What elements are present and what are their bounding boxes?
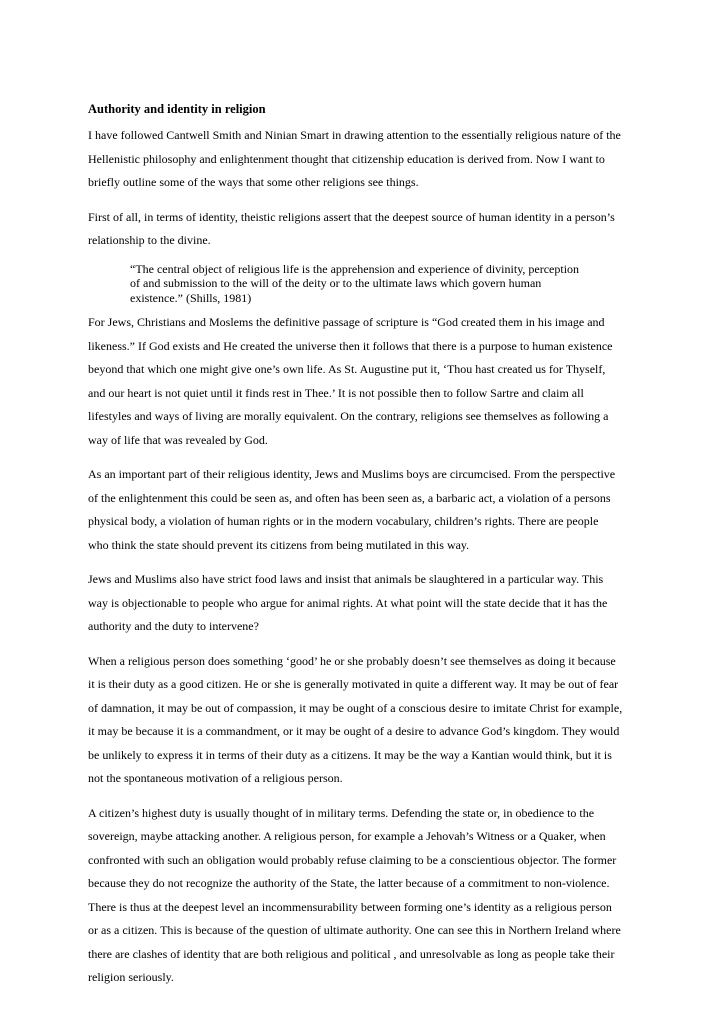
text-line: it is their duty as a good citizen. He or she is generally motivated in quite a different way. It may be out of fear xyxy=(88,677,619,692)
text-line: relationship to the divine. xyxy=(88,233,211,247)
text-line: There is thus at the deepest level an incommensurability between forming one’s identity as a religious person xyxy=(88,899,612,914)
text-line: because they do not recognize the authority of the State, the latter because of a commitment to non-violence. xyxy=(88,876,610,891)
text-line: confronted with such an obligation would probably refuse claiming to be a conscientious objector. The former xyxy=(88,852,617,867)
text-line: authority and the duty to intervene? xyxy=(88,619,259,634)
block-quote xyxy=(130,262,658,306)
quote-line: of and submission to the will of the deity or to the ultimate laws which govern human xyxy=(130,276,542,291)
text-line: sovereign, maybe attacking another. A religious person, for example a Jehovah’s Witness or a Quaker, when xyxy=(88,829,606,844)
paragraph-1 xyxy=(88,124,658,195)
text-line: and our heart is not quiet until it finds rest in Thee.’ It is not possible then to follow Sartre and claim all xyxy=(88,385,584,400)
text-line: religion seriously. xyxy=(88,970,174,985)
text-line: As an important part of their religious identity, Jews and Muslims boys are circumcised. From the perspective xyxy=(88,467,616,482)
text-line: way is objectionable to people who argue for animal rights. At what point will the state decide that it has the xyxy=(88,595,608,610)
text-line: physical body, a violation of human rights or in the modern vocabulary, children’s rights. There are people xyxy=(88,514,599,529)
text-line: of the enlightenment this could be seen as, and often has been seen as, a barbaric act, a violation of a persons xyxy=(88,490,611,505)
paragraph-7 xyxy=(88,802,658,990)
paragraph-6 xyxy=(88,650,658,791)
text-line: it may be because it is a commandment, or it may be ought of a desire to advance God’s kingdom. They would xyxy=(88,724,620,739)
text-line: briefly outline some of the ways that some other religions see things. xyxy=(88,175,419,189)
text-line: beyond that which one might give one’s own life. As St. Augustine put it, ‘Thou hast created us for Thyself, xyxy=(88,362,606,377)
paragraph-3 xyxy=(88,311,658,452)
text-line: When a religious person does something ‘good’ he or she probably doesn’t see themselves as doing it because xyxy=(88,653,616,668)
text-line: of damnation, it may be out of compassion, it may be ought of a conscious desire to imitate Christ for example, xyxy=(88,700,623,715)
quote-line: “The central object of religious life is the apprehension and experience of divinity, perception xyxy=(130,261,580,276)
text-line: who think the state should prevent its citizens from being mutilated in this way. xyxy=(88,537,470,552)
text-line: A citizen’s highest duty is usually thought of in military terms. Defending the state or, in obedience to the xyxy=(88,805,595,820)
paragraph-2 xyxy=(88,206,658,253)
text-line: or as a citizen. This is because of the question of ultimate authority. One can see this in Northern Ireland where xyxy=(88,923,621,938)
text-line: Hellenistic philosophy and enlightenment thought that citizenship education is derived from. Now I want to xyxy=(88,151,605,166)
paragraph-5 xyxy=(88,568,658,639)
text-line: be unlikely to express it in terms of their duty as a citizens. It may be the way a Kantian would think, but it is xyxy=(88,747,612,762)
paragraph-4 xyxy=(88,463,658,557)
text-line: For Jews, Christians and Moslems the definitive passage of scripture is “God created them in his image and xyxy=(88,315,605,330)
section-heading: Authority and identity in religion xyxy=(88,102,266,116)
text-line: there are clashes of identity that are both religious and political , and unresolvable as long as people take their xyxy=(88,946,615,961)
text-line: not the spontaneous motivation of a religious person. xyxy=(88,771,343,786)
text-line: likeness.” If God exists and He created the universe then it follows that there is a purpose to human existence xyxy=(88,338,613,353)
text-line: Jews and Muslims also have strict food laws and insist that animals be slaughtered in a particular way. This xyxy=(88,572,604,587)
text-line: I have followed Cantwell Smith and Ninian Smart in drawing attention to the essentially religious nature of the xyxy=(88,128,621,142)
text-line: First of all, in terms of identity, theistic religions assert that the deepest source of human identity in a person’s xyxy=(88,209,615,224)
quote-line: existence.” (Shills, 1981) xyxy=(130,290,252,305)
text-line: way of life that was revealed by God. xyxy=(88,432,268,447)
text-line: lifestyles and ways of living are morally equivalent. On the contrary, religions see themselves as following a xyxy=(88,409,609,424)
